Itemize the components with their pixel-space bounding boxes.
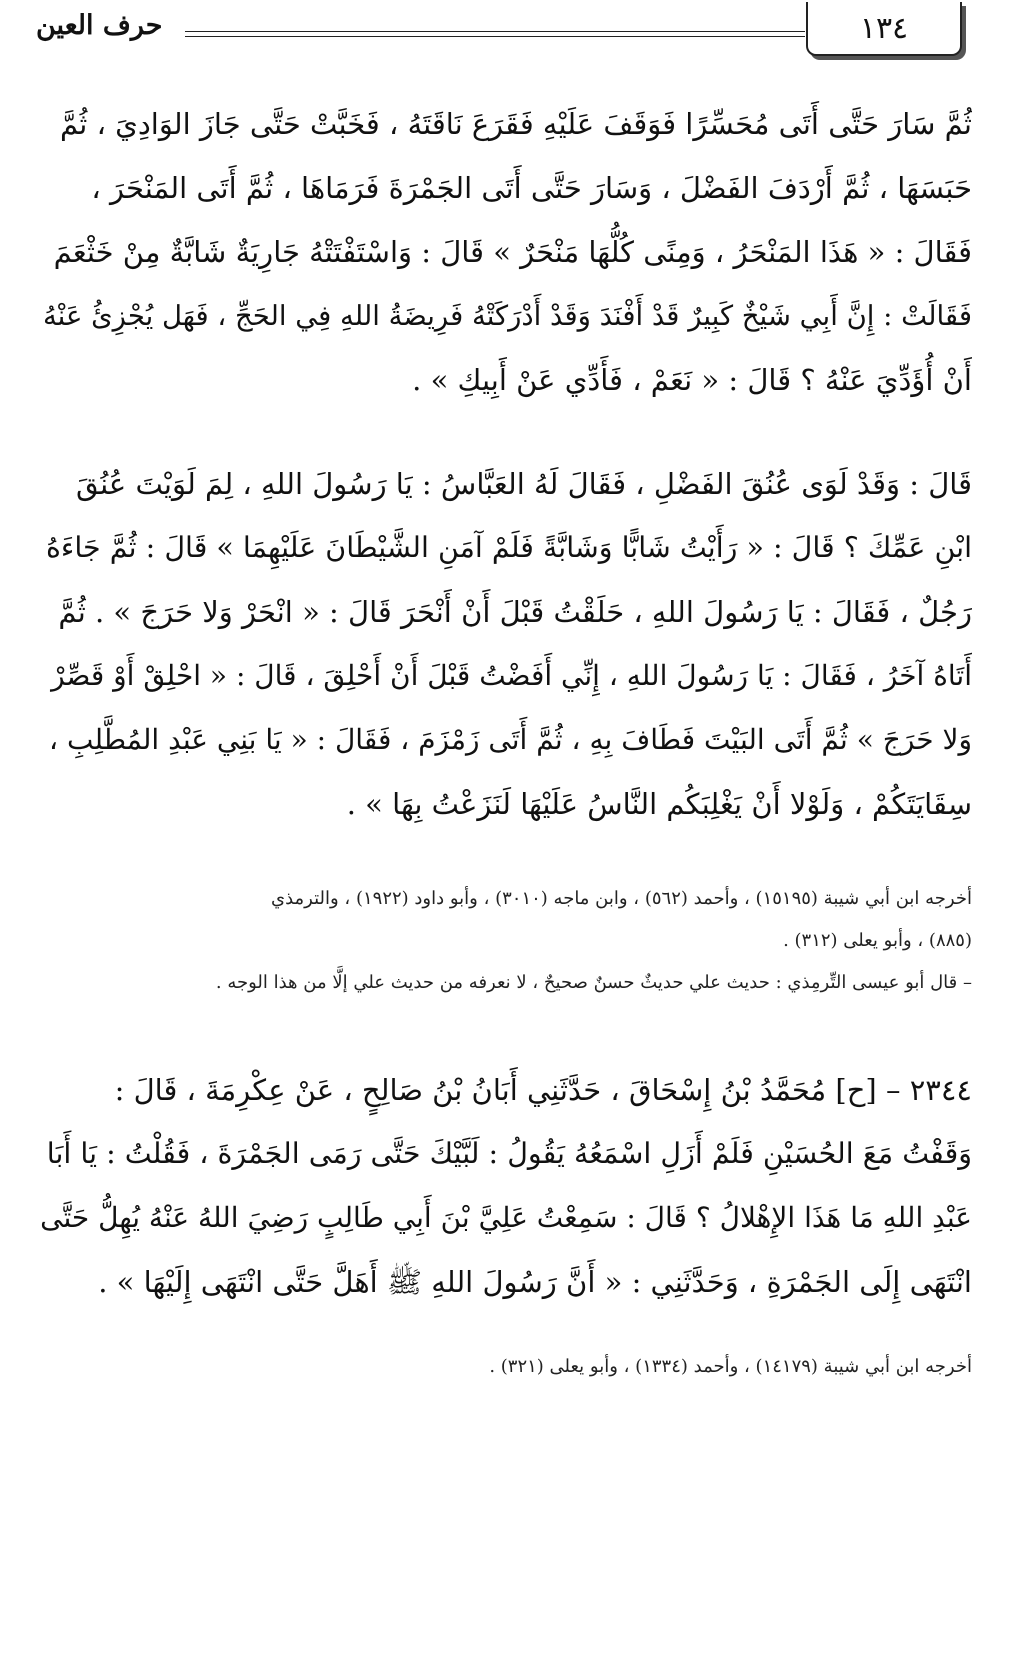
text-line: حَبَسَهَا ، ثُمَّ أَرْدَفَ الفَضْلَ ، وَسَارَ حَتَّى أَتَى الجَمْرَةَ فَرَمَاهَا ، ثُمَّ أَتَى المَنْحَرَ ، <box>91 171 972 205</box>
text-line: رَجُلٌ ، فَقَالَ : يَا رَسُولَ اللهِ ، حَلَقْتُ قَبْلَ أَنْ أَنْحَرَ قَالَ : « انْحَرْ وَلا حَرَجَ » . ثُمَّ <box>58 595 972 629</box>
text-line: ٢٣٤٤ – [ح] مُحَمَّدُ بْنُ إِسْحَاقَ ، حَدَّثَنِي أَبَانُ بْنُ صَالِحٍ ، عَنْ عِكْرِمَةَ ، قَالَ : <box>114 1073 972 1107</box>
page-header <box>0 0 1010 70</box>
text-line: ثُمَّ سَارَ حَتَّى أَتَى مُحَسِّرًا فَوَقَفَ عَلَيْهِ فَقَرَعَ نَاقَتَهُ ، فَخَبَّتْ حَتَّى جَازَ الوَادِيَ ، ثُمَّ <box>59 107 972 141</box>
note-line: – قال أبو عيسى التِّرمِذي : حديث علي حديثٌ حسنٌ صحيحٌ ، لا نعرفه من حديث علي إلَّا من هذا الوجه . <box>215 972 972 993</box>
text-line: أَتَاهُ آخَرُ ، فَقَالَ : يَا رَسُولَ اللهِ ، إِنِّي أَفَضْتُ قَبْلَ أَنْ أَحْلِقَ ، قَالَ : « احْلِقْ أَوْ قَصِّرْ <box>51 659 972 692</box>
note-line: أخرجه ابن أبي شيبة (١٤١٧٩) ، وأحمد (١٣٣٤) ، وأبو يعلى (٣٢١) . <box>489 1356 972 1377</box>
text-line: انْتَهَى إِلَى الجَمْرَةِ ، وَحَدَّثَنِي : « أَنَّ رَسُولَ اللهِ ﷺ أَهَلَّ حَتَّى انْتَهَى إِلَيْهَا » . <box>98 1265 972 1299</box>
text-line: أَنْ أُؤَدِّيَ عَنْهُ ؟ قَالَ : « نَعَمْ ، فَأَدِّي عَنْ أَبِيكِ » . <box>412 363 972 397</box>
text-line: ابْنِ عَمِّكَ ؟ قَالَ : « رَأَيْتُ شَابًّا وَشَابَّةً فَلَمْ آمَنِ الشَّيْطَانَ عَلَيْهِمَا » قَالَ : ثُمَّ جَاءَهُ <box>46 531 972 564</box>
header-double-rule <box>185 31 805 37</box>
text-line: فَقَالَتْ : إِنَّ أَبِي شَيْخٌ كَبِيرٌ قَدْ أَفْنَدَ وَقَدْ أَدْرَكَتْهُ فَرِيضَةُ اللهِ فِي الحَجِّ ، فَهَل يُجْزِئُ عَنْهُ <box>42 300 972 332</box>
text-line: وَقَفْتُ مَعَ الحُسَيْنِ فَلَمْ أَزَلِ اسْمَعُهُ يَقُولُ : لَبَّيْكَ حَتَّى رَمَى الجَمْرَةَ ، فَقُلْتُ : يَا أَبَا <box>46 1137 972 1170</box>
text-line: وَلا حَرَجَ » ثُمَّ أَتَى البَيْتَ فَطَافَ بِهِ ، ثُمَّ أَتَى زَمْزَمَ ، فَقَالَ : « يَا بَنِي عَبْدِ المُطَّلِبِ ، <box>49 723 972 756</box>
takhrij-notes <box>38 878 972 1004</box>
hadith-2344 <box>38 1058 972 1314</box>
hadith-paragraph-2 <box>38 452 972 836</box>
text-line: عَبْدِ اللهِ مَا هَذَا الإِهْلالُ ؟ قَالَ : سَمِعْتُ عَلِيَّ بْنَ أَبِي طَالِبٍ رَضِيَ اللهُ عَنْهُ يُهِلُّ حَتَّى <box>40 1201 972 1234</box>
page-number: ١٣٤ <box>806 2 962 56</box>
chapter-title: حرف العين <box>36 10 163 41</box>
text-line: سِقَايَتَكُمْ ، وَلَوْلا أَنْ يَغْلِبَكُم النَّاسُ عَلَيْهَا لَنَزَعْتُ بِهَا » . <box>346 787 972 821</box>
text-line: قَالَ : وَقَدْ لَوَى عُنُقَ الفَضْلِ ، فَقَالَ لَهُ العَبَّاسُ : يَا رَسُولَ اللهِ ، لِمَ لَوَيْتَ عُنُقَ <box>76 467 972 501</box>
hadith-continuation <box>38 92 972 412</box>
takhrij-notes-2 <box>38 1346 972 1388</box>
note-line: أخرجه ابن أبي شيبة (١٥١٩٥) ، وأحمد (٥٦٢) ، وابن ماجه (٣٠١٠) ، وأبو داود (١٩٢٢) ، والترمذي <box>270 888 972 909</box>
note-line: (٨٨٥) ، وأبو يعلى (٣١٢) . <box>783 930 972 951</box>
text-line: فَقَالَ : « هَذَا المَنْحَرُ ، وَمِنًى كُلُّهَا مَنْحَرٌ » قَالَ : وَاسْتَفْتَتْهُ جَارِيَةٌ شَابَّةٌ مِنْ خَثْعَمَ <box>53 235 972 269</box>
